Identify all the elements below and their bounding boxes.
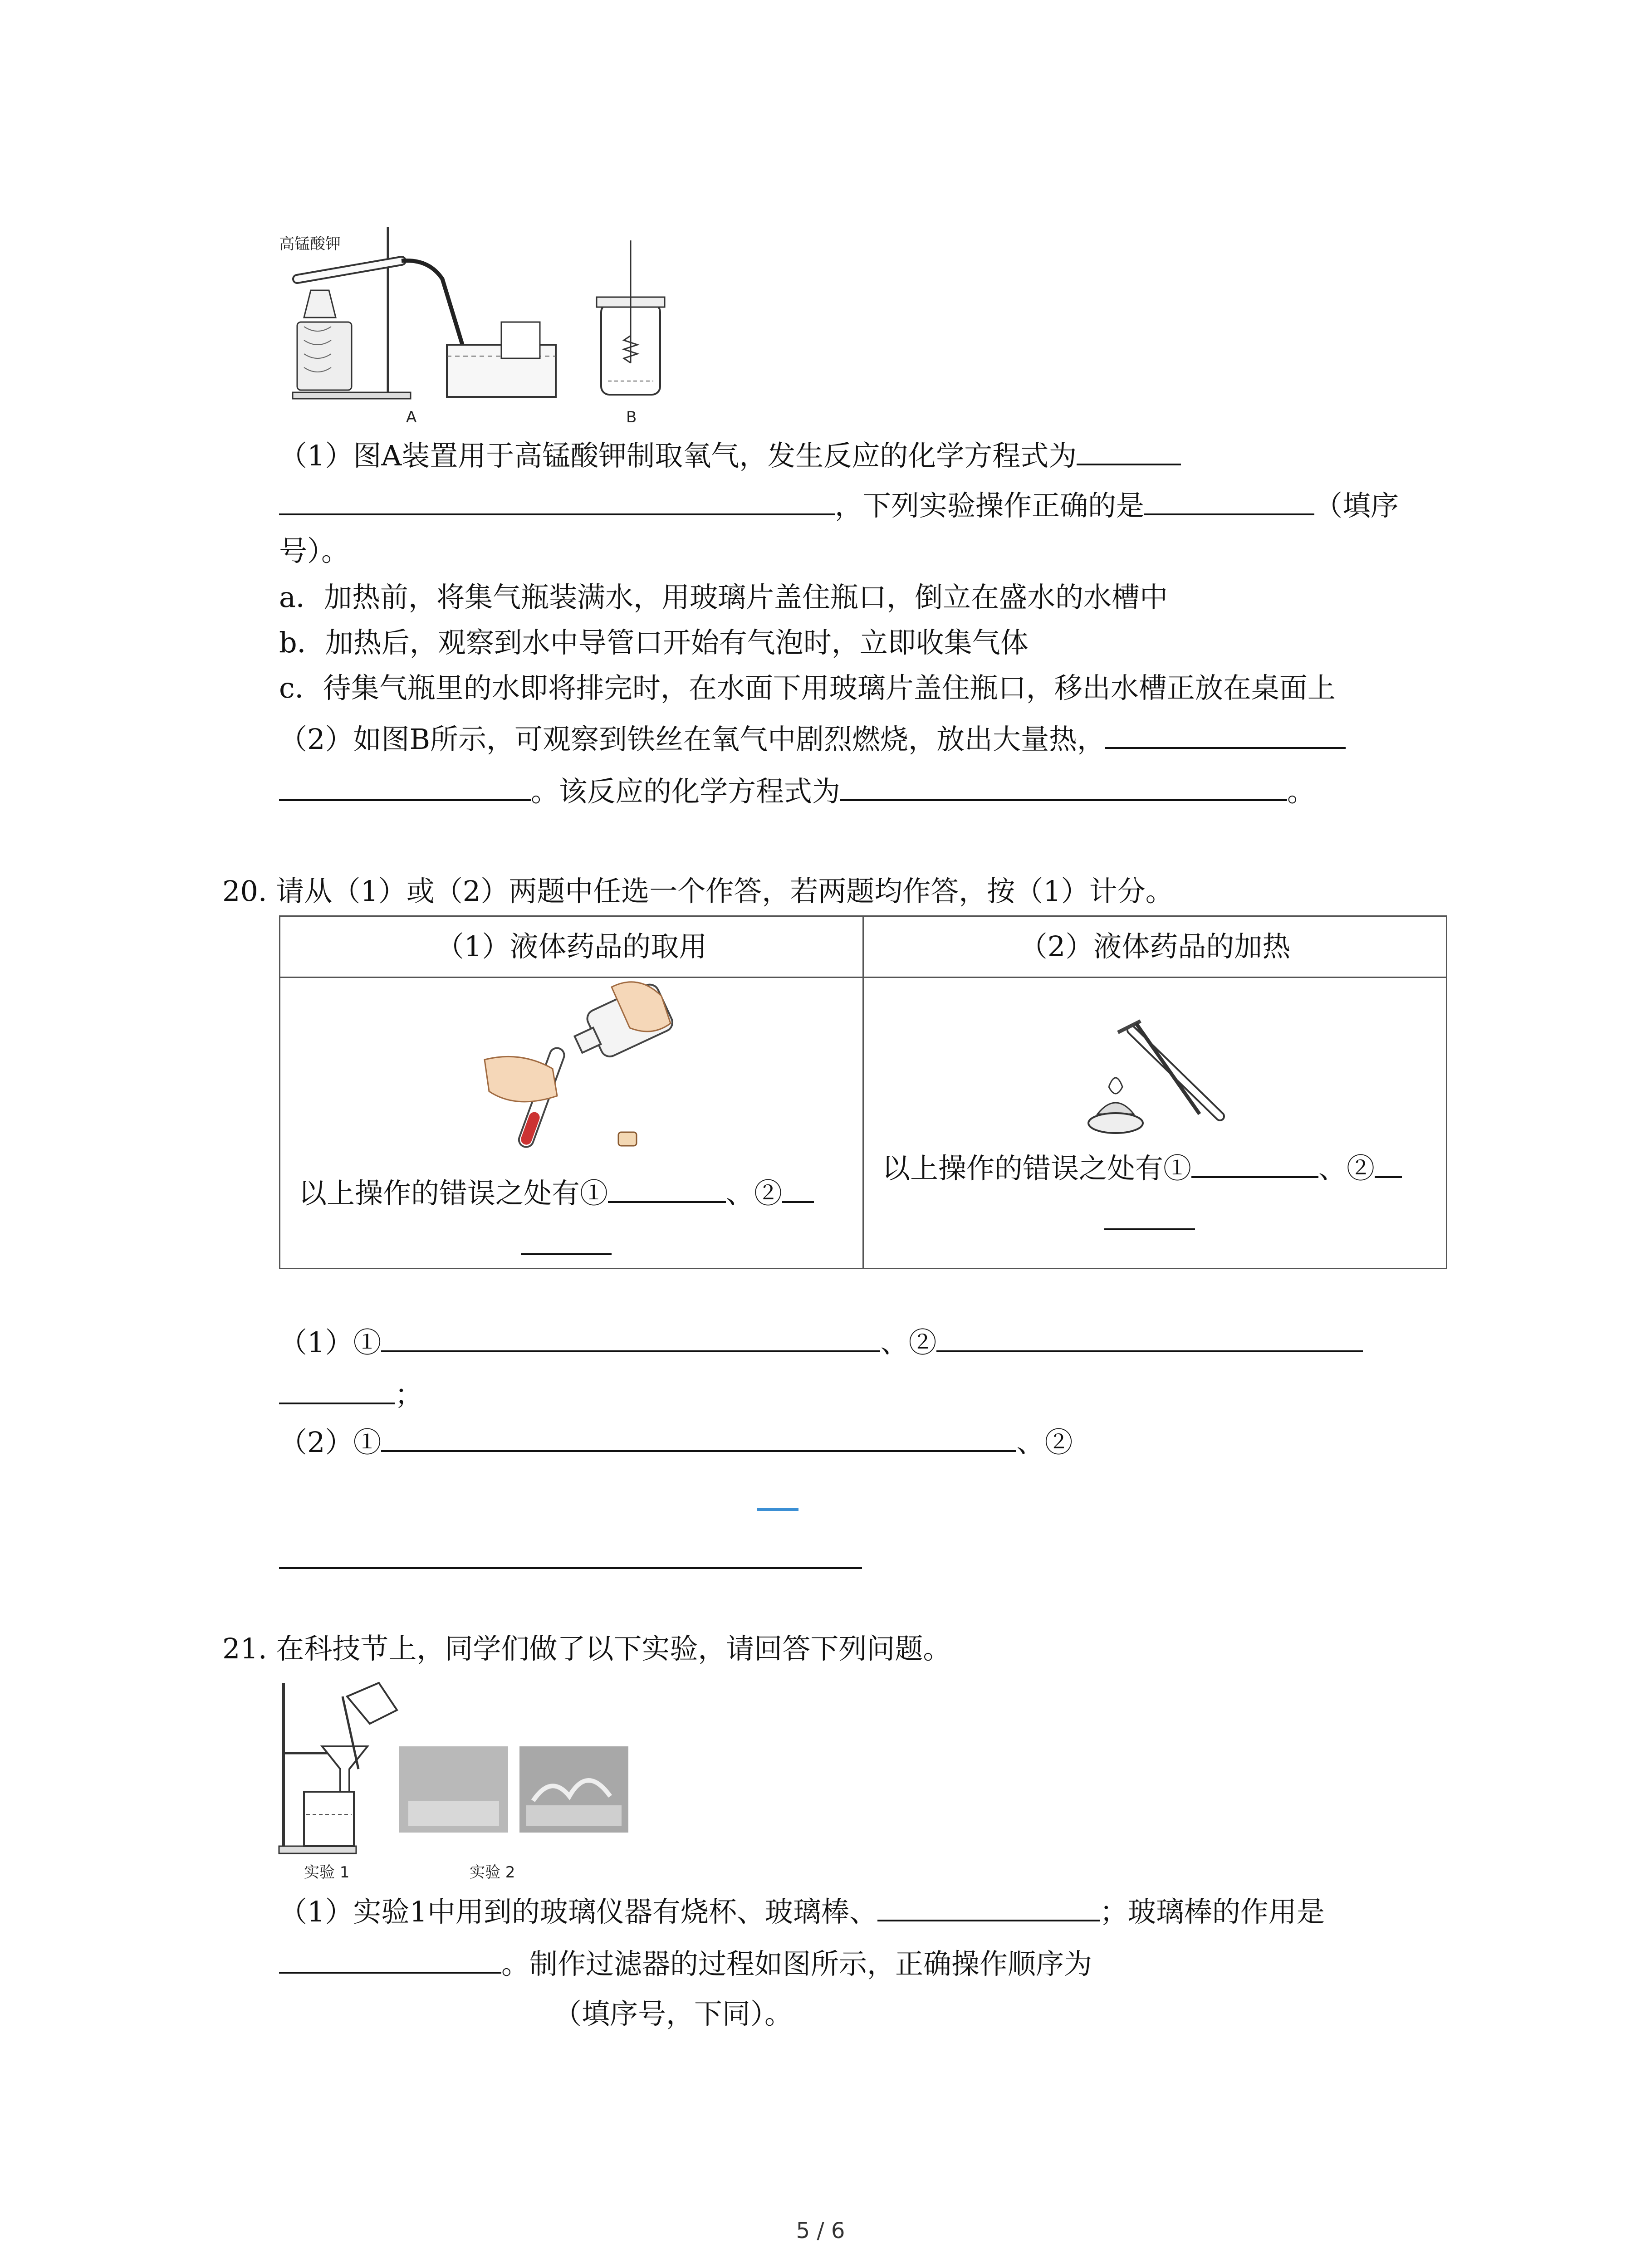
answer-blank[interactable] [381,1422,1016,1452]
answer-blank[interactable] [1105,719,1346,749]
answer-blank[interactable] [279,771,531,801]
q21-p1-line2 [279,1944,1092,1984]
q20-col1-text2 [521,1225,612,1266]
answer-blank[interactable] [877,1892,1100,1921]
q21-p1-line1 [279,1892,1325,1932]
answer-blank[interactable] [1144,485,1314,515]
q20-col2-header: （2）液体药品的加热 [863,916,1447,978]
q19-option-c: c．待集气瓶里的水即将排完时，在水面下用玻璃片盖住瓶口，移出水槽正放在桌面上 [279,671,1336,704]
q20-ans1-end: ； [395,1378,423,1411]
q20-answer1 [279,1322,1363,1363]
q19-p1-line2 [279,485,1399,526]
answer-blank[interactable] [279,485,835,515]
q19-p1-text2-tail: （填序 [1314,489,1399,522]
q21-p1-text2: 。制作过滤器的过程如图所示，正确操作顺序为 [501,1947,1092,1980]
q20-col2-label: 以上操作的错误之处有① [882,1152,1192,1185]
q19-option-a: a．加热前，将集气瓶装满水，用玻璃片盖住瓶口，倒立在盛水的水槽中 [279,581,1168,614]
answer-blank[interactable] [1375,1148,1402,1178]
label-a: A [406,408,417,426]
apparatus-a-b-diagram [279,222,687,431]
q20-answer2 [279,1422,1073,1463]
figure-q19 [279,222,687,431]
q19-p2-text1: （2）如图B所示，可观察到铁丝在氧气中剧烈燃烧，放出大量热， [279,723,1106,756]
q21-number: 21. [222,1632,267,1665]
answer-blank[interactable] [936,1322,1363,1352]
answer-blank[interactable] [521,1225,612,1255]
q20-answer1-cont [279,1374,423,1415]
answer-blank[interactable] [1077,435,1181,465]
answer-blank[interactable] [279,1374,395,1404]
q21-p1-text1-tail: ；玻璃棒的作用是 [1099,1895,1325,1928]
q20-col2-text2 [1104,1200,1195,1241]
q19-p2-line1 [279,719,1346,760]
q20-ans2-sep: 、② [1016,1426,1073,1459]
q20-stem [222,871,1174,912]
q20-number: 20. [222,875,267,908]
q20-ans1-sep: 、② [880,1326,937,1359]
label-exp2: 实验 2 [470,1863,515,1882]
q20-col2-text [882,1148,1402,1189]
answer-blank[interactable] [608,1173,726,1203]
q19-p1-line3: 号）。 [279,534,350,567]
q20-col1-text [299,1173,814,1214]
page-number: 5 / 6 [796,2218,845,2244]
cursor-marker [757,1508,798,1511]
label-kmno4: 高锰酸钾 [279,235,341,253]
q20-col1-label: 以上操作的错误之处有① [299,1177,608,1210]
q21-p1-line3: （填序号，下同）。 [554,1997,793,2030]
q21-p1-text1: （1）实验1中用到的玻璃仪器有烧杯、玻璃棒、 [279,1895,877,1928]
q21-stem-text: 在科技节上，同学们做了以下实验，请回答下列问题。 [276,1632,951,1665]
q20-col1-sep: 、② [726,1177,783,1210]
answer-blank[interactable] [782,1173,814,1203]
q19-p2-text2: 。该反应的化学方程式为 [531,775,841,808]
answer-blank[interactable] [279,1567,862,1569]
q19-p1-text2: ，下列实验操作正确的是 [835,489,1145,522]
q20-col1-header: （1）液体药品的取用 [280,916,863,978]
q19-p2-line2 [279,771,1315,812]
answer-blank[interactable] [840,771,1287,801]
label-exp1: 实验 1 [304,1863,350,1882]
label-b: B [626,408,637,426]
answer-blank[interactable] [1191,1148,1318,1178]
answer-blank[interactable] [279,1944,501,1974]
answer-blank[interactable] [381,1322,880,1352]
heating-liquid-illustration [864,978,1447,1141]
pouring-liquid-illustration [280,978,863,1150]
q19-p2-end: 。 [1287,775,1316,808]
answer-blank[interactable] [1104,1200,1195,1230]
q19-p1-line1 [279,435,1181,476]
q21-stem [222,1628,951,1669]
q20-ans2-prefix: （2）① [279,1426,382,1459]
q20-stem-text: 请从（1）或（2）两题中任选一个作答，若两题均作答，按（1）计分。 [276,875,1174,908]
q20-options-table [279,915,1447,1269]
figure-q21 [279,1678,642,1892]
q19-option-b: b．加热后，观察到水中导管口开始有气泡时，立即收集气体 [279,626,1029,659]
filtration-diagram [279,1678,642,1860]
q20-col2-cell [863,978,1447,1269]
q20-col1-cell [280,978,863,1269]
q20-col2-sep: 、② [1318,1152,1375,1185]
q19-p1-text1: （1）图A装置用于高锰酸钾制取氧气，发生反应的化学方程式为 [279,439,1077,472]
q20-ans1-prefix: （1）① [279,1326,382,1359]
